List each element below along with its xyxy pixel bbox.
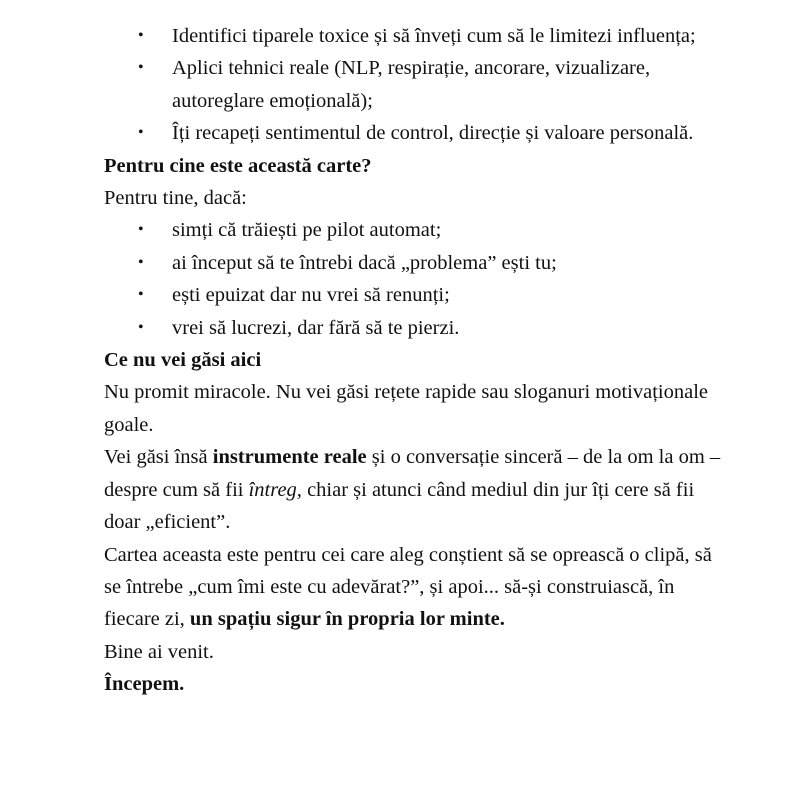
text-run: și o conversație sinceră – de la om la om – despre cum să fii (104, 446, 721, 501)
welcome-line: Bine ai venit. (104, 640, 214, 663)
list-item (104, 52, 734, 117)
bullet-icon: • (138, 286, 144, 304)
text-run: Cartea aceasta este pentru cei care aleg conștient să se oprească o clipă, să se întrebe „cum îmi este cu adevărat?”, și apoi... să-și construiască, în fiecare zi, (104, 543, 712, 631)
who-bullet-list (104, 214, 734, 344)
text-run: chiar și atunci când mediul din jur îți cere să fii doar „eficient”. (104, 478, 695, 534)
section-lead: Pentru tine, dacă: (104, 187, 247, 210)
list-item-text: Îți recapeți sentimentul de control, direcție și valoare personală. (172, 122, 694, 145)
bold-text: instrumente reale (212, 446, 367, 469)
list-item (104, 117, 734, 149)
list-item (104, 312, 734, 344)
intro-bullet-list (104, 20, 734, 150)
list-item (104, 279, 734, 311)
italic-text: întreg, (248, 478, 302, 501)
list-item-text: ai început să te întrebi dacă „problema” ești tu; (172, 251, 557, 274)
list-item-text: Identifici tiparele toxice și să înveți cum să le limitezi influența; (172, 25, 696, 47)
bold-text: un spațiu sigur în propria lor minte. (189, 608, 505, 631)
section-heading-who: Pentru cine este această carte? (104, 154, 372, 177)
list-item-text: ești epuizat dar nu vrei să renunți; (172, 284, 450, 307)
closing-line: Începem. (104, 673, 185, 696)
bullet-icon: • (138, 124, 144, 142)
bullet-icon: • (138, 59, 144, 77)
list-item-text: vrei să lucrezi, dar fără să te pierzi. (172, 316, 460, 339)
bullet-icon: • (138, 253, 144, 271)
paragraph-real-tools (104, 441, 734, 538)
section-heading-not: Ce nu vei găsi aici (104, 349, 262, 372)
bullet-icon: • (138, 318, 144, 336)
document-page (104, 20, 734, 701)
list-item (104, 214, 734, 246)
list-item (104, 20, 734, 52)
paragraph-book-purpose (104, 539, 734, 636)
paragraph-no-miracles: Nu promit miracole. Nu vei găsi rețete rapide sau sloganuri motivaționale goale. (104, 381, 708, 436)
text-run: Vei găsi însă (104, 446, 213, 469)
bullet-icon: • (138, 27, 144, 44)
list-item-text: simți că trăiești pe pilot automat; (172, 219, 442, 242)
list-item (104, 247, 734, 279)
list-item-text: Aplici tehnici reale (NLP, respirație, ancorare, vizualizare, autoreglare emoțională); (172, 57, 651, 112)
bullet-icon: • (138, 221, 144, 239)
